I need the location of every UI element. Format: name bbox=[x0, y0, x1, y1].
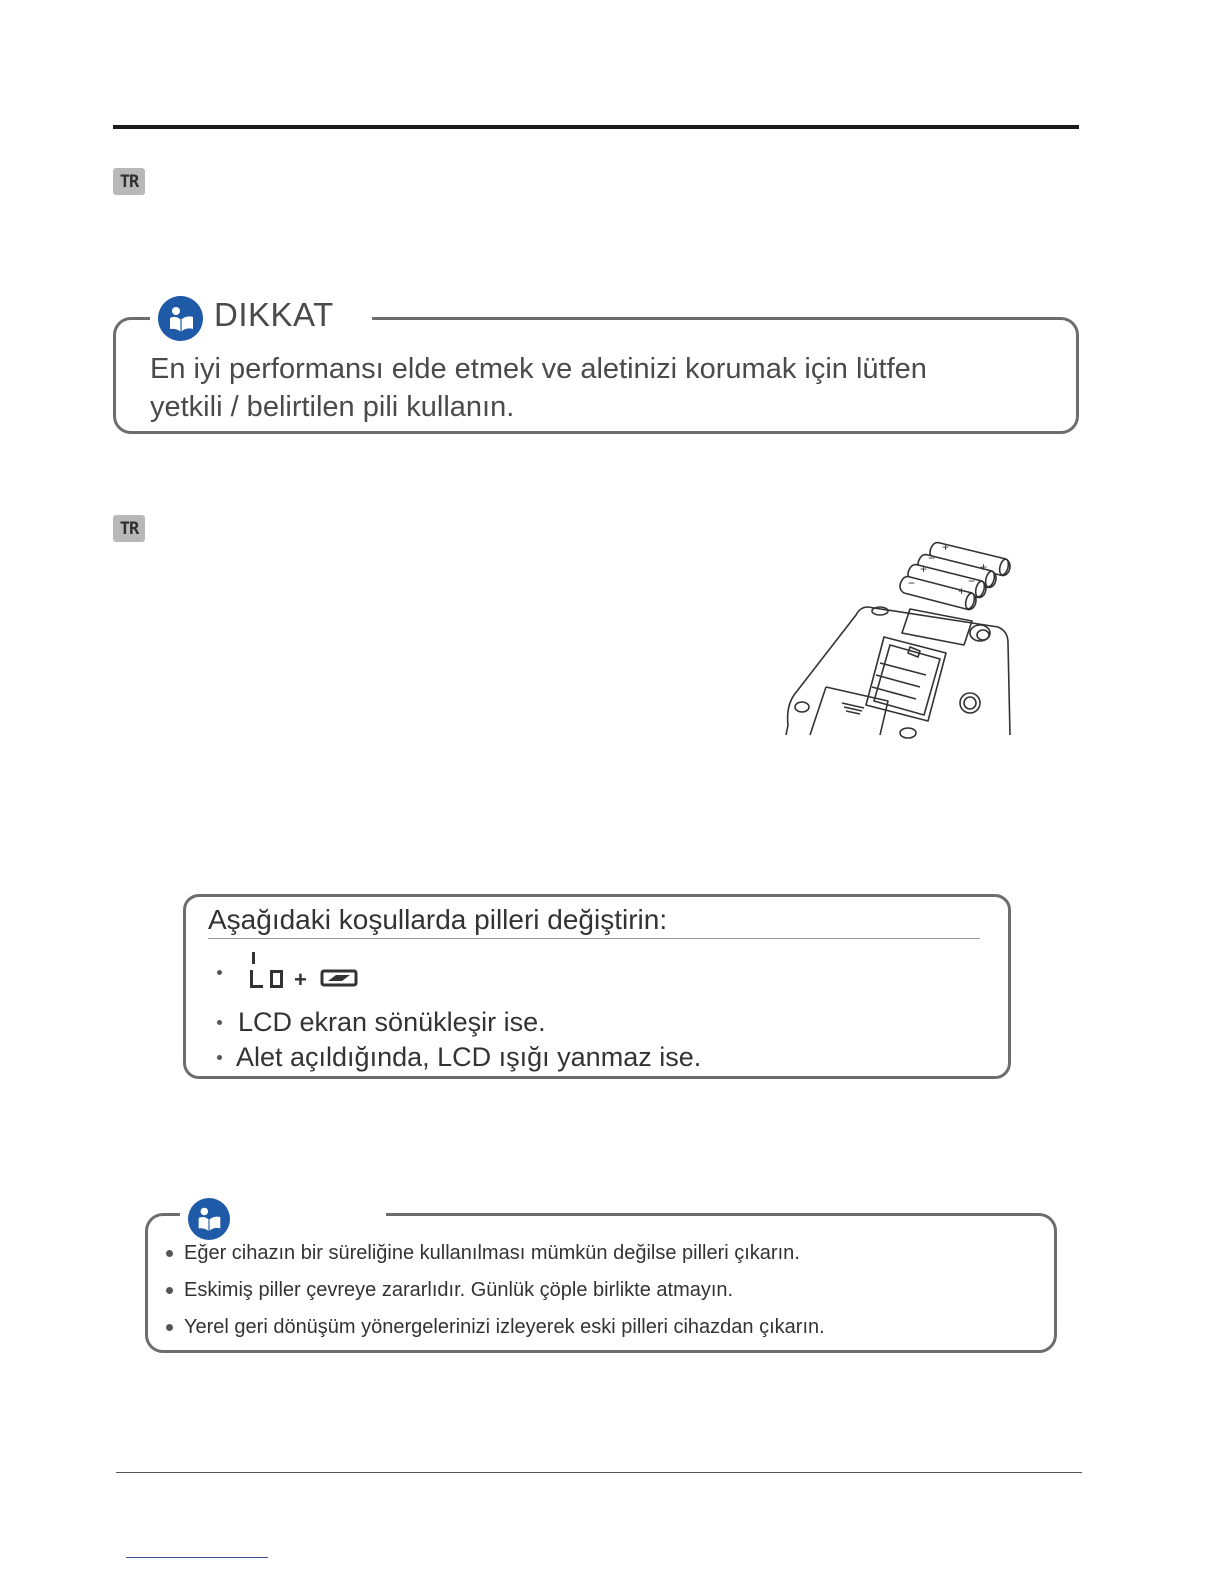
battery-compartment-illustration bbox=[780, 535, 1015, 740]
note-item bbox=[166, 1279, 733, 1302]
replace-condition-text: LCD ekran sönükleşir ise. bbox=[238, 1007, 546, 1037]
note-text: Yerel geri dönüşüm yönergelerinizi izleyerek eski pilleri cihazdan çıkarın. bbox=[184, 1316, 825, 1338]
replace-condition-item bbox=[217, 1042, 701, 1073]
svg-text:+: + bbox=[942, 540, 950, 554]
bullet-dot bbox=[166, 1324, 173, 1331]
bullet-dot bbox=[166, 1287, 173, 1294]
footer-link-underline[interactable] bbox=[126, 1557, 268, 1558]
bullet-dot bbox=[166, 1250, 173, 1257]
manual-book-icon bbox=[188, 1198, 230, 1240]
title-divider bbox=[208, 938, 980, 939]
caution-text-line-1: En iyi performansı elde etmek ve aletinizi korumak için lütfen bbox=[150, 353, 927, 385]
manual-book-icon bbox=[158, 296, 203, 341]
bullet-dot bbox=[217, 1020, 222, 1025]
lcd-lo-segment-icon bbox=[244, 950, 364, 994]
svg-text:+: + bbox=[980, 560, 988, 574]
replace-condition-text: Alet açıldığında, LCD ışığı yanmaz ise. bbox=[236, 1042, 702, 1072]
svg-text:−: − bbox=[968, 574, 976, 588]
replace-condition-item bbox=[217, 1007, 546, 1038]
header-rule bbox=[113, 125, 1079, 129]
note-text: Eğer cihazın bir süreliğine kullanılması mümkün değilse pilleri çıkarın. bbox=[184, 1242, 800, 1264]
note-item bbox=[166, 1316, 825, 1339]
bullet-dot bbox=[217, 1055, 222, 1060]
caution-title: DIKKAT bbox=[214, 296, 334, 333]
lcd-plus-sign: + bbox=[294, 967, 307, 992]
language-badge-tr: TR bbox=[113, 515, 145, 542]
caution-text-line-2: yetkili / belirtilen pili kullanın. bbox=[150, 391, 515, 423]
svg-text:−: − bbox=[908, 576, 916, 590]
language-badge-tr: TR bbox=[113, 168, 145, 195]
svg-text:+: + bbox=[920, 562, 928, 576]
note-text: Eskimiş piller çevreye zararlıdır. Günlük çöple birlikte atmayın. bbox=[184, 1279, 734, 1301]
footer-rule bbox=[116, 1472, 1082, 1473]
replace-batteries-title: Aşağıdaki koşullarda pilleri değiştirin: bbox=[208, 904, 668, 935]
note-item bbox=[166, 1242, 800, 1265]
svg-text:−: − bbox=[928, 551, 936, 565]
bullet-dot bbox=[217, 970, 222, 975]
lcd-low-battery-indicator bbox=[217, 950, 364, 994]
svg-text:+: + bbox=[958, 584, 966, 598]
low-battery-icon bbox=[322, 971, 356, 985]
